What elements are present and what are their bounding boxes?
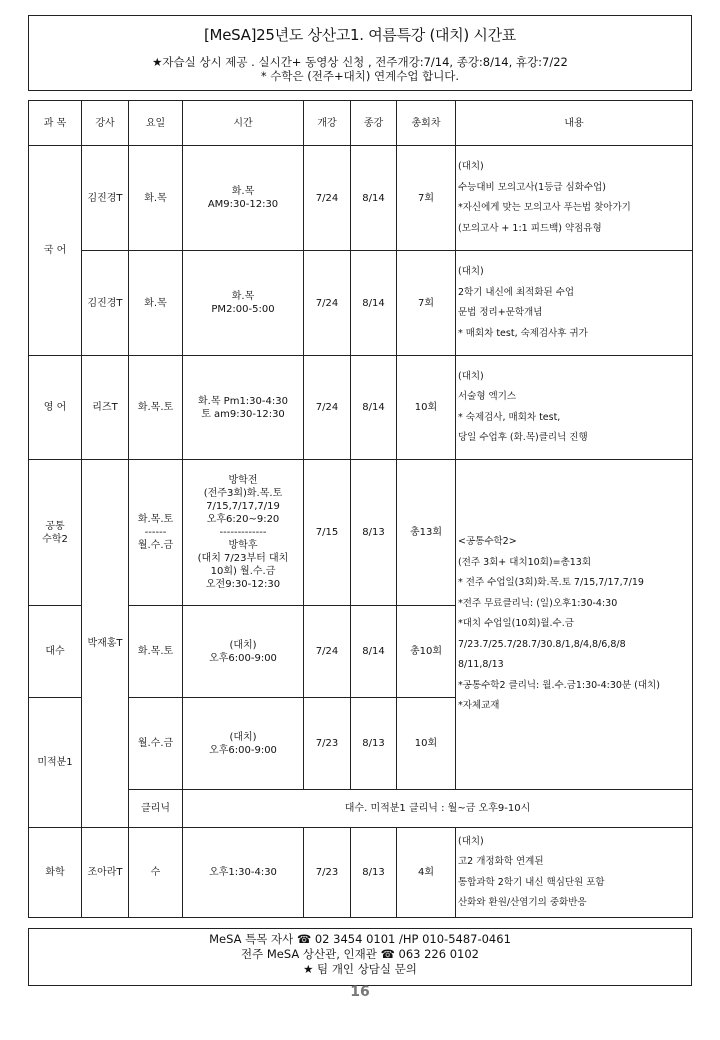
col-header-start: 개강 — [304, 101, 351, 146]
subject-line: 공통 — [45, 520, 65, 532]
time-line: 화.목 Pm1:30-4:30 — [198, 395, 288, 407]
content-cell — [456, 356, 693, 460]
content-line: 2학기 내신에 최적화된 수업 — [458, 286, 575, 298]
days-line: ------ — [144, 527, 167, 538]
content-line: (모의고사 + 1:1 피드백) 약점유형 — [458, 222, 602, 234]
content-cell — [456, 828, 693, 918]
time-line: (전주3회)화.목.토 — [203, 488, 283, 499]
content-line: (대치) — [458, 370, 484, 382]
days-cell: 수 — [129, 828, 183, 918]
content-line: *자신에게 맞는 모의고사 푸는법 찾아가기 — [458, 202, 631, 213]
subject-math2 — [29, 460, 82, 606]
header-box — [28, 15, 692, 91]
clinic-label: 클리닉 — [129, 790, 183, 828]
content-line: 통합과학 2학기 내신 핵심단원 포함 — [458, 876, 605, 888]
subject-chemistry: 화학 — [29, 828, 82, 918]
content-line: * 숙제검사, 매회차 test, — [458, 411, 561, 423]
time-cell — [183, 251, 304, 356]
col-header-count: 총회차 — [397, 101, 456, 146]
end-date: 8/14 — [351, 251, 397, 356]
content-line: <공통수학2> — [458, 536, 517, 548]
content-line: (전주 3회+ 대치10회)=총13회 — [458, 556, 592, 568]
content-line: 당일 수업후 (화.목)클리닉 진행 — [458, 432, 588, 443]
start-date: 7/24 — [304, 146, 351, 251]
content-line: 문법 정리+문학개념 — [458, 307, 543, 318]
content-line: (대치) — [458, 161, 484, 172]
days-cell: 화.목.토 — [129, 356, 183, 460]
time-cell: 오후1:30-4:30 — [183, 828, 304, 918]
col-header-content: 내용 — [456, 101, 693, 146]
table-row — [29, 251, 693, 356]
contact-line-2: 전주 MeSA 상산관, 인재관 ☎ 063 226 0102 — [241, 947, 479, 961]
content-line: *공통수학2 클리닉: 월.수.금1:30-4:30분 (대치) — [458, 679, 660, 691]
content-cell — [456, 251, 693, 356]
session-count: 총13회 — [397, 460, 456, 606]
time-line: ------------- — [219, 527, 267, 538]
time-line: 화.목 — [231, 186, 255, 197]
end-date: 8/14 — [351, 606, 397, 698]
days-cell — [129, 460, 183, 606]
header-notice-2: * 수학은 (전주+대치) 연계수업 합니다. — [260, 69, 460, 83]
time-cell — [183, 146, 304, 251]
content-line: 서술형 엑기스 — [458, 391, 517, 402]
start-date: 7/24 — [304, 251, 351, 356]
session-count: 7회 — [397, 146, 456, 251]
teacher-cell: 리즈T — [82, 356, 129, 460]
table-row — [29, 790, 693, 828]
teacher-cell: 조아라T — [82, 828, 129, 918]
subject-algebra: 대수 — [29, 606, 82, 698]
content-line: *대치 수업일(10회)월.수.금 — [458, 618, 574, 630]
end-date: 8/14 — [351, 146, 397, 251]
time-line: (대치 7/23부터 대치 — [197, 553, 289, 564]
time-cell — [183, 460, 304, 606]
content-line: 8/11,8/13 — [458, 659, 504, 671]
start-date: 7/15 — [304, 460, 351, 606]
subject-calculus: 미적분1 — [29, 698, 82, 828]
subject-korean: 국 어 — [29, 146, 82, 356]
time-line: 화.목 — [231, 291, 255, 302]
page-title: [MeSA]25년도 상산고1. 여름특강 (대치) 시간표 — [204, 26, 516, 44]
contact-footer — [28, 928, 692, 986]
end-date: 8/14 — [351, 356, 397, 460]
time-line: 오후6:00-9:00 — [209, 744, 277, 756]
col-header-end: 종강 — [351, 101, 397, 146]
session-count: 10회 — [397, 698, 456, 790]
table-header-row — [29, 101, 693, 146]
table-row — [29, 828, 693, 918]
time-line: 토 am9:30-12:30 — [201, 408, 285, 420]
start-date: 7/23 — [304, 828, 351, 918]
days-line: 화.목.토 — [137, 514, 174, 525]
table-row — [29, 460, 693, 606]
clinic-text: 대수. 미적분1 클리닉 : 월~금 오후9-10시 — [183, 790, 693, 828]
days-cell: 화.목 — [129, 146, 183, 251]
subject-line: 수학2 — [42, 533, 68, 545]
start-date: 7/23 — [304, 698, 351, 790]
header-notice-1: ★자습실 상시 제공 . 실시간+ 동영상 신청 , 전주개강:7/14, 종강:8/14, 휴강:7/22 — [152, 55, 568, 69]
content-line: 수능대비 모의고사(1등급 심화수업) — [458, 181, 606, 193]
end-date: 8/13 — [351, 460, 397, 606]
time-line: (대치) — [229, 731, 257, 743]
time-line: PM2:00-5:00 — [211, 304, 275, 315]
start-date: 7/24 — [304, 606, 351, 698]
time-cell — [183, 698, 304, 790]
page-number: 16 — [350, 984, 370, 1000]
session-count: 총10회 — [397, 606, 456, 698]
days-cell: 화.목.토 — [129, 606, 183, 698]
col-header-days: 요일 — [129, 101, 183, 146]
col-header-subject: 과 목 — [29, 101, 82, 146]
table-row — [29, 356, 693, 460]
content-line: 7/23.7/25.7/28.7/30.8/1,8/4,8/6,8/8 — [458, 638, 626, 650]
content-line: 고2 개정화학 연계된 — [458, 856, 544, 867]
time-line: AM9:30-12:30 — [207, 199, 279, 210]
content-cell — [456, 146, 693, 251]
subject-english: 영 어 — [29, 356, 82, 460]
days-line: 월.수.금 — [137, 540, 174, 551]
time-line: 오후6:20~9:20 — [206, 514, 280, 525]
time-line: 7/15,7/17,7/19 — [206, 501, 280, 512]
session-count: 4회 — [397, 828, 456, 918]
col-header-time: 시간 — [183, 101, 304, 146]
time-line: 오후6:00-9:00 — [209, 652, 277, 664]
session-count: 7회 — [397, 251, 456, 356]
time-line: 방학후 — [228, 540, 258, 551]
teacher-cell: 김진경T — [82, 251, 129, 356]
content-line: * 전주 수업일(3회)화.목.토 7/15,7/17,7/19 — [458, 577, 644, 589]
contact-line-3: ★ 팀 개인 상담실 문의 — [303, 962, 417, 976]
content-line: *전주 무료클리닉: (일)오후1:30-4:30 — [458, 597, 618, 609]
table-row — [29, 146, 693, 251]
col-header-teacher: 강사 — [82, 101, 129, 146]
content-cell — [456, 460, 693, 790]
content-line: 산화와 환원/산염기의 중화반응 — [458, 897, 587, 908]
teacher-cell: 박재홍T — [82, 460, 129, 828]
content-line: (대치) — [458, 835, 484, 847]
end-date: 8/13 — [351, 698, 397, 790]
time-cell — [183, 606, 304, 698]
start-date: 7/24 — [304, 356, 351, 460]
session-count: 10회 — [397, 356, 456, 460]
time-line: (대치) — [229, 639, 257, 651]
content-line: *자체교재 — [458, 700, 500, 712]
time-cell — [183, 356, 304, 460]
schedule-table — [28, 100, 693, 918]
end-date: 8/13 — [351, 828, 397, 918]
teacher-cell: 김진경T — [82, 146, 129, 251]
days-cell: 월.수.금 — [129, 698, 183, 790]
time-line: 10회) 월.수.금 — [210, 566, 276, 577]
content-line: * 매회차 test, 숙제검사후 귀가 — [458, 327, 588, 339]
contact-line-1: MeSA 특목 자사 ☎ 02 3454 0101 /HP 010-5487-0461 — [209, 932, 511, 946]
days-cell: 화.목 — [129, 251, 183, 356]
time-line: 오전9:30-12:30 — [205, 579, 281, 590]
time-line: 방학전 — [228, 475, 258, 486]
content-line: (대치) — [458, 266, 484, 277]
